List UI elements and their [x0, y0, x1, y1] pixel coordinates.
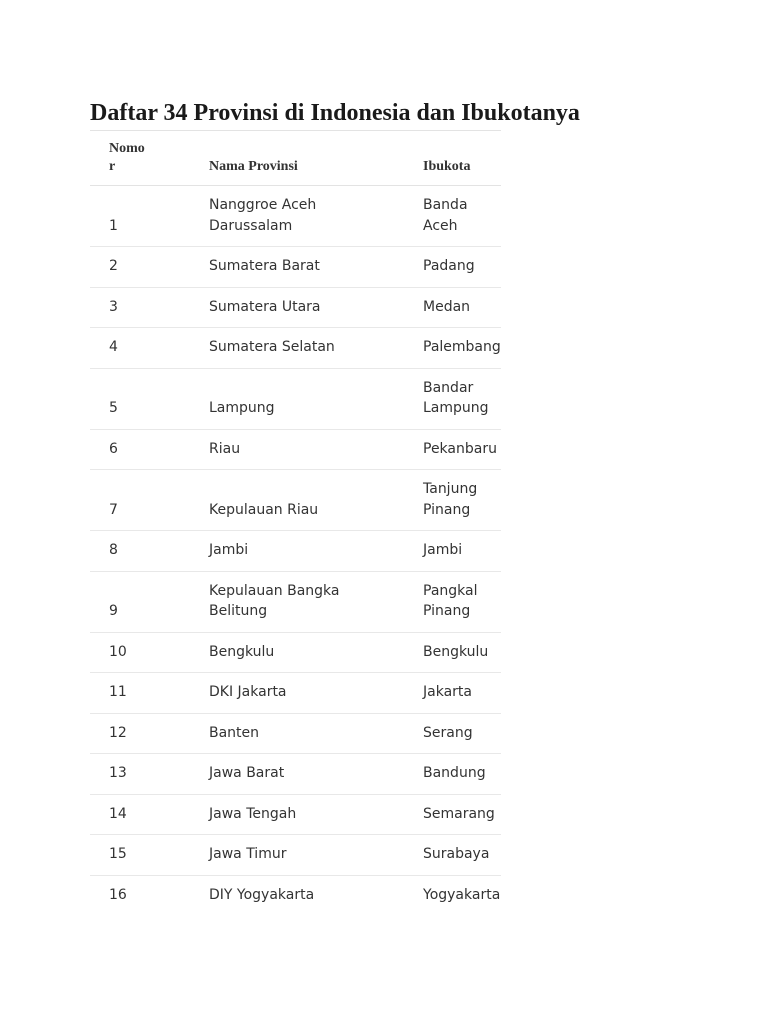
cell-number: 5	[90, 368, 190, 429]
cell-province	[190, 368, 404, 429]
cell-number: 9	[90, 571, 190, 632]
cell-province-text: Sumatera Barat	[209, 258, 320, 274]
cell-capital-text: Pekanbaru	[423, 440, 497, 457]
province-table	[90, 130, 501, 915]
cell-capital	[404, 328, 501, 369]
cell-capital	[404, 470, 501, 531]
cell-province-text: Sumatera Selatan	[209, 339, 335, 355]
cell-capital-text: Yogyakarta	[423, 886, 501, 903]
cell-province-text: Lampung	[209, 400, 275, 416]
cell-province-text: Nanggroe Aceh Darussalam	[209, 197, 317, 234]
cell-capital	[404, 531, 501, 572]
cell-province-text: Jambi	[209, 542, 249, 558]
cell-province-text: Jawa Timur	[209, 846, 287, 862]
table-row	[90, 754, 501, 795]
cell-capital	[404, 673, 501, 714]
column-header-number-label: Nomor	[109, 141, 145, 174]
cell-capital	[404, 368, 501, 429]
cell-province	[190, 429, 404, 470]
cell-number: 13	[90, 754, 190, 795]
cell-province-text: Bengkulu	[209, 643, 275, 660]
column-header-number	[90, 131, 190, 186]
cell-capital-text: Padang	[423, 258, 475, 274]
table-row	[90, 429, 501, 470]
cell-capital-text: Bengkulu	[423, 643, 489, 660]
cell-capital	[404, 571, 501, 632]
cell-number: 11	[90, 673, 190, 714]
cell-number: 3	[90, 287, 190, 328]
cell-province-text: Jawa Tengah	[209, 805, 297, 822]
cell-capital-text: Jambi	[423, 542, 463, 558]
cell-capital-text: Banda Aceh	[423, 197, 468, 234]
cell-number: 2	[90, 247, 190, 288]
cell-capital	[404, 186, 501, 247]
cell-province	[190, 571, 404, 632]
table-row	[90, 531, 501, 572]
cell-province	[190, 875, 404, 915]
cell-province-text: Jawa Barat	[209, 765, 285, 781]
cell-province-text: Sumatera Utara	[209, 298, 321, 315]
cell-capital-text: Surabaya	[423, 846, 490, 862]
cell-number: 1	[90, 186, 190, 247]
table-row	[90, 673, 501, 714]
cell-province	[190, 287, 404, 328]
cell-number: 6	[90, 429, 190, 470]
table-row	[90, 794, 501, 835]
cell-number: 16	[109, 886, 127, 903]
cell-capital-text: Tanjung Pinang	[423, 481, 478, 518]
cell-province	[190, 328, 404, 369]
table-row	[90, 571, 501, 632]
cell-number: 4	[90, 328, 190, 369]
table-row	[90, 875, 501, 915]
cell-capital-text: Medan	[423, 298, 471, 315]
column-header-capital: Ibukota	[404, 131, 501, 186]
cell-capital	[404, 794, 501, 835]
document-page	[90, 96, 580, 915]
table-header-row	[90, 131, 501, 186]
table-row	[90, 328, 501, 369]
cell-province	[190, 632, 404, 673]
cell-capital	[404, 835, 501, 876]
cell-province-text: Kepulauan Bangka Belitung	[209, 582, 340, 619]
cell-capital-text: Serang	[423, 724, 473, 741]
column-header-province: Nama Provinsi	[190, 131, 404, 186]
cell-province	[190, 247, 404, 288]
cell-capital-text: Bandar Lampung	[423, 379, 489, 416]
table-row	[90, 835, 501, 876]
cell-capital	[404, 632, 501, 673]
cell-capital	[404, 429, 501, 470]
page-title: Daftar 34 Provinsi di Indonesia dan Ibukotanya	[90, 100, 580, 126]
cell-capital-text: Pangkal Pinang	[423, 582, 478, 619]
cell-province	[190, 531, 404, 572]
cell-province-text: Banten	[209, 724, 260, 741]
cell-number: 7	[90, 470, 190, 531]
table-row	[90, 713, 501, 754]
cell-capital	[404, 875, 501, 915]
table-row	[90, 470, 501, 531]
cell-province	[190, 754, 404, 795]
cell-number: 15	[90, 835, 190, 876]
cell-capital	[404, 754, 501, 795]
cell-capital-text: Bandung	[423, 765, 486, 781]
cell-capital-text: Palembang	[423, 339, 501, 355]
table-row	[90, 368, 501, 429]
cell-province-text: Riau	[209, 440, 241, 457]
cell-province-text: Kepulauan Riau	[209, 501, 319, 518]
cell-province	[190, 713, 404, 754]
cell-capital-text: Jakarta	[423, 684, 472, 700]
cell-province	[190, 794, 404, 835]
cell-province	[190, 186, 404, 247]
cell-number: 12	[90, 713, 190, 754]
cell-province-text: DIY Yogyakarta	[209, 886, 315, 903]
table-row	[90, 287, 501, 328]
cell-province	[190, 673, 404, 714]
cell-number: 10	[90, 632, 190, 673]
cell-capital	[404, 713, 501, 754]
cell-province	[190, 835, 404, 876]
cell-capital	[404, 247, 501, 288]
table-body	[90, 186, 501, 916]
table-row	[90, 186, 501, 247]
table-row	[90, 247, 501, 288]
cell-number: 14	[90, 794, 190, 835]
cell-capital-text: Semarang	[423, 805, 495, 822]
cell-number: 8	[90, 531, 190, 572]
cell-province	[190, 470, 404, 531]
table-row	[90, 632, 501, 673]
cell-province-text: DKI Jakarta	[209, 684, 287, 700]
cell-capital	[404, 287, 501, 328]
